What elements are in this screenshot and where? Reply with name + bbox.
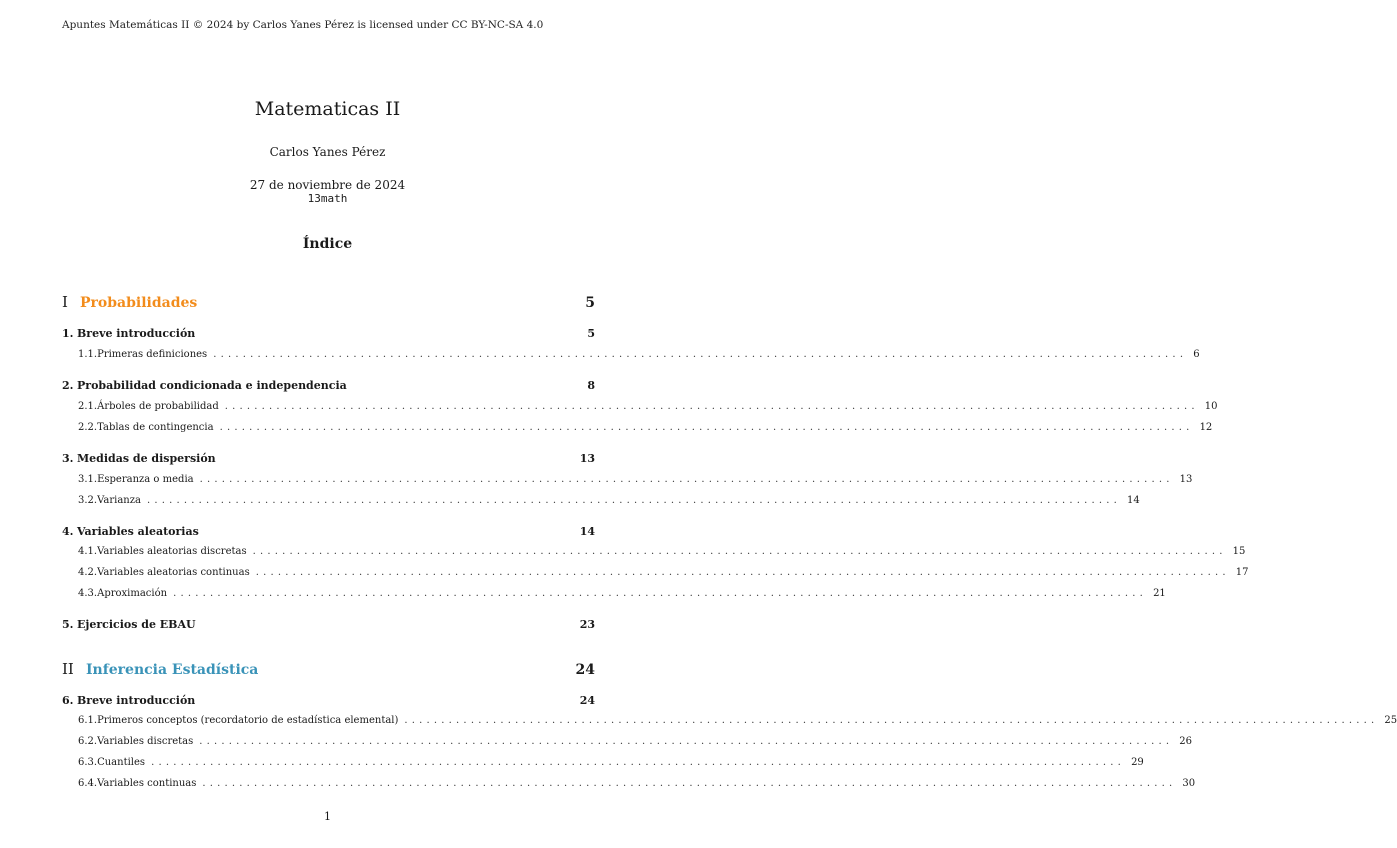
license-header: Apuntes Matemáticas II © 2024 by Carlos Yanes Pérez is licensed under CC BY-NC-SA 4.0 <box>62 19 544 31</box>
subsection-title[interactable]: Variables discretas <box>97 736 194 747</box>
toc-section[interactable] <box>62 525 595 538</box>
subsection-title[interactable]: Primeros conceptos (recordatorio de estadística elemental) <box>97 715 399 726</box>
author-handle: 13math <box>307 192 348 205</box>
subsection-title[interactable]: Esperanza o media <box>97 474 194 485</box>
section-title[interactable]: Breve introducción <box>77 694 196 707</box>
section-title[interactable]: Variables aleatorias <box>77 525 199 538</box>
toc-subsection[interactable] <box>78 588 1166 599</box>
document-date: 27 de noviembre de 2024 <box>249 178 406 192</box>
section-number: 4. <box>62 525 74 538</box>
subsection-title[interactable]: Variables continuas <box>97 778 197 789</box>
section-title[interactable]: Medidas de dispersión <box>77 452 216 465</box>
subsection-page: 25 <box>1384 715 1397 726</box>
toc-subsection[interactable] <box>78 422 1213 433</box>
subsection-number: 4.2. <box>78 567 98 578</box>
toc-subsection[interactable] <box>78 474 1193 485</box>
leader-dots: .................................................................................................................................... <box>202 778 1177 789</box>
subsection-number: 6.4. <box>78 778 98 789</box>
toc-section[interactable] <box>62 452 595 465</box>
toc-subsection[interactable] <box>78 715 1397 726</box>
subsection-page: 6 <box>1193 349 1200 360</box>
section-number: 6. <box>62 694 74 707</box>
subsection-number: 2.1. <box>78 401 98 412</box>
subsection-number: 4.1. <box>78 546 98 557</box>
part-title[interactable]: Probabilidades <box>80 295 198 311</box>
subsection-page: 15 <box>1232 546 1246 557</box>
section-title[interactable]: Probabilidad condicionada e independencia <box>77 379 347 392</box>
section-page: 5 <box>587 327 595 340</box>
subsection-page: 17 <box>1235 567 1249 578</box>
subsection-page: 29 <box>1131 757 1144 768</box>
subsection-number: 2.2. <box>78 422 98 433</box>
toc-section[interactable] <box>62 327 595 340</box>
toc-part[interactable] <box>62 293 595 311</box>
subsection-title[interactable]: Variables aleatorias discretas <box>97 546 247 557</box>
toc-section[interactable] <box>62 618 595 631</box>
leader-dots: .................................................................................................................................... <box>151 757 1126 768</box>
toc-section[interactable] <box>62 379 595 392</box>
toc-section[interactable] <box>62 694 595 707</box>
subsection-title[interactable]: Aproximación <box>97 588 168 599</box>
leader-dots: .................................................................................................................................... <box>252 546 1227 557</box>
subsection-page: 30 <box>1182 778 1196 789</box>
part-number: I <box>62 293 68 311</box>
subsection-page: 14 <box>1126 495 1140 506</box>
toc-subsection[interactable] <box>78 401 1218 412</box>
subsection-title[interactable]: Variables aleatorias continuas <box>97 567 250 578</box>
section-title[interactable]: Breve introducción <box>77 327 196 340</box>
leader-dots: .................................................................................................................................... <box>199 736 1174 747</box>
subsection-title[interactable]: Árboles de probabilidad <box>97 401 219 412</box>
section-number: 1. <box>62 327 74 340</box>
toc-subsection[interactable] <box>78 757 1144 768</box>
section-page: 14 <box>579 525 595 538</box>
leader-dots: .................................................................................................................................... <box>219 422 1194 433</box>
subsection-number: 1.1. <box>78 349 98 360</box>
subsection-title[interactable]: Primeras definiciones <box>97 349 208 360</box>
toc-heading: Índice <box>302 236 353 252</box>
subsection-number: 3.1. <box>78 474 98 485</box>
toc-subsection[interactable] <box>78 736 1193 747</box>
subsection-page: 26 <box>1179 736 1193 747</box>
document-author: Carlos Yanes Pérez <box>269 145 386 159</box>
page-number: 1 <box>324 810 331 823</box>
section-page: 8 <box>587 379 595 392</box>
subsection-number: 6.1. <box>78 715 98 726</box>
part-number: II <box>62 660 74 678</box>
subsection-page: 13 <box>1179 474 1193 485</box>
document-title: Matematicas II <box>254 98 401 120</box>
leader-dots: .................................................................................................................................... <box>146 495 1121 506</box>
subsection-page: 10 <box>1204 401 1218 412</box>
subsection-page: 12 <box>1199 422 1213 433</box>
leader-dots: .................................................................................................................................... <box>199 474 1174 485</box>
part-page: 24 <box>575 662 595 678</box>
toc-subsection[interactable] <box>78 546 1246 557</box>
toc-subsection[interactable] <box>78 349 1200 360</box>
leader-dots: .................................................................................................................................... <box>255 567 1230 578</box>
subsection-page: 21 <box>1153 588 1166 599</box>
section-number: 2. <box>62 379 74 392</box>
section-page: 24 <box>579 694 595 707</box>
toc-subsection[interactable] <box>78 495 1140 506</box>
section-title[interactable]: Ejercicios de EBAU <box>77 618 196 631</box>
subsection-number: 3.2. <box>78 495 98 506</box>
toc-subsection[interactable] <box>78 567 1249 578</box>
section-page: 13 <box>579 452 595 465</box>
part-page: 5 <box>585 295 595 311</box>
section-number: 5. <box>62 618 74 631</box>
toc-part[interactable] <box>62 660 595 678</box>
subsection-title[interactable]: Cuantiles <box>97 757 146 768</box>
part-title[interactable]: Inferencia Estadística <box>86 662 259 678</box>
subsection-number: 6.2. <box>78 736 98 747</box>
subsection-title[interactable]: Varianza <box>97 495 141 506</box>
section-page: 23 <box>579 618 595 631</box>
subsection-number: 4.3. <box>78 588 98 599</box>
leader-dots: .................................................................................................................................... <box>404 715 1379 726</box>
section-number: 3. <box>62 452 74 465</box>
subsection-number: 6.3. <box>78 757 98 768</box>
subsection-title[interactable]: Tablas de contingencia <box>97 422 214 433</box>
leader-dots: .................................................................................................................................... <box>173 588 1148 599</box>
leader-dots: .................................................................................................................................... <box>224 401 1199 412</box>
toc-subsection[interactable] <box>78 778 1196 789</box>
leader-dots: .................................................................................................................................... <box>213 349 1188 360</box>
